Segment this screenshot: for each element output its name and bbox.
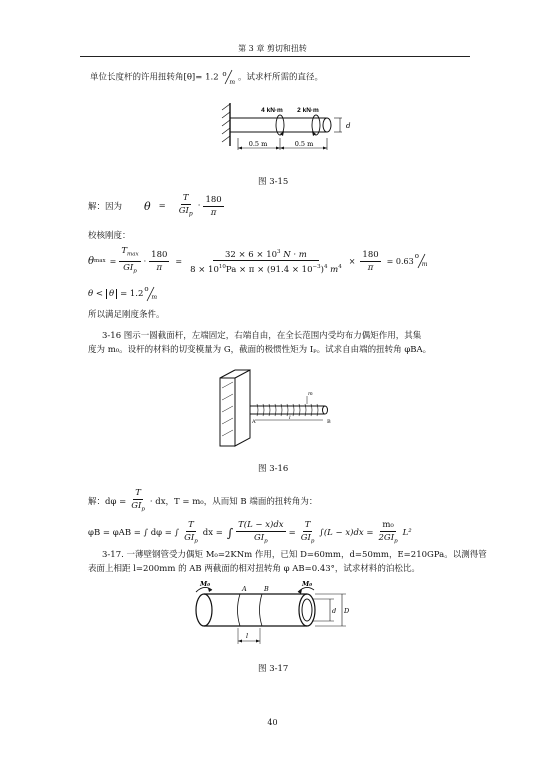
- unit-bottom: m: [229, 79, 236, 86]
- denominator-GIp: $GI_p$: [178, 206, 193, 218]
- tube-inner-bore: [302, 599, 312, 621]
- fraction-T-over-GIp: [177, 193, 195, 220]
- torque-label-2: 2 kN·m: [297, 107, 319, 114]
- problem-3-16-line-1: 3-16 图示一圆截面杆，左端固定，右端自由，在全长范围内受均布力偶矩作用，其集: [102, 331, 422, 341]
- fraction-180-over-pi-2: $\frac{180}{\pi}$: [151, 249, 168, 273]
- theta-max-symbol: θ: [88, 255, 95, 267]
- unit-top: o: [222, 70, 227, 78]
- fraction-180-over-pi: [203, 195, 223, 218]
- torsion-angle-formula: [88, 193, 227, 220]
- integral-fraction: $\frac{T(L - x)dx}{GI_p}$: [238, 520, 284, 545]
- dphi-definition: 解：dφ = $\frac{T}{GI_p}$ · dx，T = m₀，从而知 B 端面的扭转角为：: [88, 488, 318, 513]
- header-rule: [80, 56, 470, 57]
- fig17-D-label: D: [344, 607, 350, 615]
- fraction-T-over-GIp-2: $\frac{T}{GI_p}$: [131, 488, 145, 513]
- fig16-B-label: B: [327, 419, 331, 425]
- problem-3-17-line-1: 3-17. 一薄壁钢管受力偶矩 M₀=2KNm 作用，已知 D=60mm，d=50mm，E=210GPa。以测得管: [102, 550, 487, 560]
- torque-label-4: 4 kN·m: [261, 107, 283, 114]
- fig17-M0-left: M₀: [200, 580, 211, 588]
- allowable-inequality: θ < θ = 1.2 o m: [88, 285, 158, 301]
- page-number: 40: [267, 718, 278, 727]
- stiffness-check-label: 校核刚度：: [88, 231, 131, 241]
- section-A-line: [238, 594, 241, 626]
- fig17-B-label: B: [264, 585, 269, 593]
- intro-value: 1.2: [205, 72, 219, 83]
- fig16-m-label: m: [308, 391, 313, 397]
- figure-3-15: [210, 98, 360, 160]
- stiffness-check-formula: θ max = $\frac{T_{max}}{GI_p}$ · $\frac{180}{\pi}$ = $\frac{32 \times 6 \times 10^3 N \cdot m}{8 \times 10^{10}Pa \times \pi \times (91.4 \times 10^{-3})^4 m^4}$ × $\frac{180}{\pi}$ = 0.63 o m: [88, 246, 428, 276]
- fig17-A-label: A: [242, 585, 247, 593]
- shaft-end: [323, 118, 331, 132]
- degree-per-meter-unit-3: o m: [144, 285, 158, 301]
- result-fraction: $\frac{\text{m₀}}{2GI_p}$: [378, 520, 398, 545]
- segment-length-2: 0.5 m: [294, 140, 314, 148]
- fig16-l-label: l: [289, 415, 291, 421]
- fraction-180-over-pi-3: $\frac{180}{\pi}$: [362, 249, 379, 273]
- running-header: 第 3 章 剪切和扭转: [238, 44, 307, 53]
- fig16-A-label: A: [252, 419, 256, 425]
- wall-hatching: [222, 382, 233, 436]
- diameter-label: d: [346, 122, 351, 130]
- figure-caption-3-17: 图 3-17: [258, 664, 289, 674]
- shaft-free-end: [323, 406, 328, 414]
- equals-sign: =: [158, 201, 166, 212]
- wall-hatch: [222, 104, 230, 142]
- fig17-M0-right: M₀: [302, 580, 313, 588]
- degree-per-meter-unit-2: o m: [414, 252, 428, 269]
- intro-text-after: 。试求杆所需的直径。: [238, 72, 324, 83]
- denominator-pi: π: [210, 207, 217, 218]
- figure-3-17: [182, 580, 362, 652]
- figure-caption-3-15: 图 3-15: [258, 177, 289, 187]
- tube-left-end: [196, 594, 212, 626]
- fig17-d-label: d: [332, 607, 337, 615]
- check-result: = 0.63: [386, 256, 414, 266]
- numerator-T: T: [182, 193, 189, 203]
- fraction-Tmax-over-GIp: $\frac{T_{max}}{GI_p}$: [121, 246, 139, 275]
- solution-prefix: 解：因为: [88, 202, 123, 213]
- numeric-fraction: $\frac{32 \times 6 \times 10^3 N \cdot m}{8 \times 10^{10}Pa \times \pi \times (91.4 \times 10^{-3})^4 m^4}$: [190, 249, 342, 276]
- dot-operator: ·: [197, 201, 201, 212]
- conclusion-text: 所以满足刚度条件。: [88, 310, 165, 320]
- fig17-l-label: l: [246, 632, 249, 640]
- section-B-line: [260, 594, 263, 626]
- numerator-180: 180: [205, 194, 222, 205]
- theta-symbol: θ: [144, 199, 151, 213]
- problem-3-16-line-2: 度为 m₀。设杆的材料的切变模量为 G，截面的极惯性矩为 Iₚ。试求自由端的扭转角 φBA。: [88, 345, 432, 355]
- intro-text-before: 单位长度杆的许用扭转角[θ]=: [90, 72, 203, 83]
- figure-3-16: [215, 368, 345, 450]
- segment-length-1: 0.5 m: [248, 140, 268, 148]
- problem-3-17-line-2: 表面上相距 l=200mm 的 AB 两截面的相对扭转角 φ AB=0.43°，试求材料的泊松比。: [88, 564, 420, 574]
- intro-line: [90, 69, 323, 85]
- free-end-twist-formula: φB = φAB = ∫ dφ = ∫ $\frac{T}{GI_p}$ dx = ∫ $\frac{T(L - x)dx}{GI_p}$ = $\frac{T}{GI_p}$ ∫(L − x)dx = $\frac{\text{m₀}}{2GI_p}$ L²: [88, 520, 412, 545]
- degree-per-meter-unit: [221, 69, 235, 85]
- wall-side: [235, 370, 250, 446]
- figure-caption-3-16: 图 3-16: [258, 464, 289, 474]
